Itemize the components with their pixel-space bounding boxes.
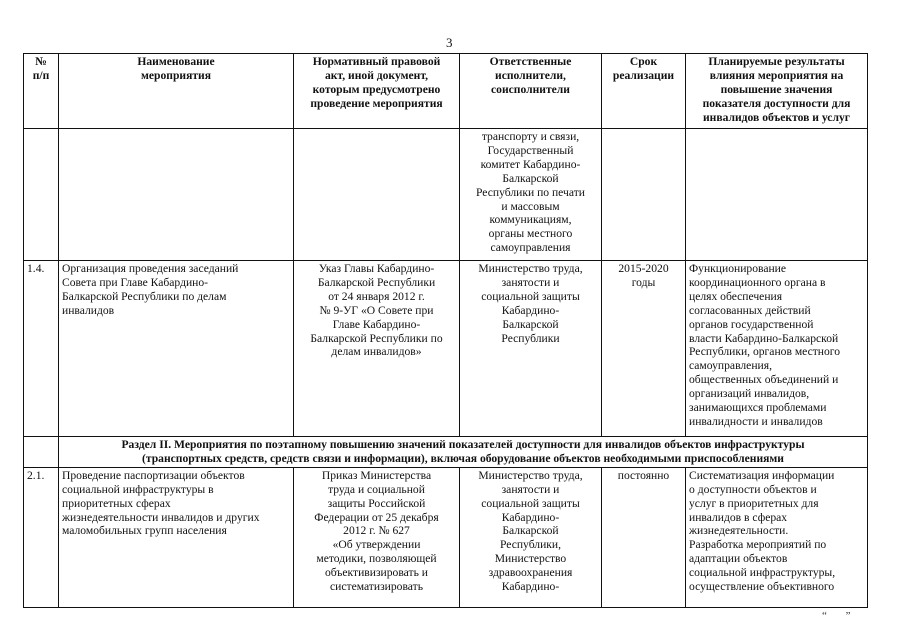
legal-act-line: 2012 г. № 627 [343, 524, 410, 538]
table-row [24, 129, 868, 261]
executors [460, 261, 602, 437]
measure-name [59, 261, 294, 437]
planned-result-line: организаций инвалидов, [689, 387, 810, 401]
planned-result-line: инвалидности и инвалидов [689, 414, 823, 428]
executors-line: Министерство [494, 552, 567, 566]
header-cell-col6-line: инвалидов объектов и услуг [702, 110, 851, 124]
legal-act-line: Главе Кабардино- [332, 317, 421, 331]
planned-result-line: самоуправления, [689, 359, 772, 373]
planned-result-line: адаптации объектов [689, 552, 788, 566]
executors-line: транспорту и связи, [481, 130, 580, 143]
planned-result-line: общественных объединений и [689, 373, 839, 387]
measure-name-line: инвалидов [62, 303, 115, 317]
header-cell-col6-line: повышение значения [720, 82, 833, 96]
legal-act-line: «Об утверждении [332, 538, 421, 552]
header-cell-col4-line: соисполнители [491, 82, 570, 96]
header-cell-col4-line: исполнители, [495, 68, 566, 82]
header-cell-col3 [294, 54, 460, 129]
executors-line: Кабардино- [501, 303, 560, 317]
measure-name-line: жизнедеятельности инвалидов и других [62, 510, 260, 524]
header-cell-col4-line: Ответственные [489, 55, 572, 68]
executors-line: Государственный [487, 143, 574, 157]
planned-result-line: Функционирование [689, 262, 787, 275]
header-cell-col6-line: влияния мероприятия на [709, 68, 844, 82]
legal-act-line: систематизировать [330, 580, 423, 594]
header-cell-col2 [59, 54, 294, 129]
planned-result-line: занимающихся проблемами [689, 401, 827, 415]
executors-line: Кабардино- [501, 510, 560, 524]
legal-act-line: Федерации от 25 декабря [314, 510, 439, 524]
planned-result [686, 467, 868, 607]
executors-line: Республики, [499, 538, 562, 552]
planned-result-line: Республики, органов местного [689, 345, 841, 359]
measure-name-line: приоритетных сферах [62, 496, 171, 510]
table-row [24, 467, 868, 607]
planned-result-line: координационного органа в [689, 275, 826, 289]
section-row [24, 437, 868, 468]
legal-act-line: от 24 января 2012 г. [328, 289, 425, 303]
legal-act [294, 129, 460, 261]
executors-line: Балкарской [502, 317, 559, 331]
planned-result-line: власти Кабардино-Балкарской [689, 331, 839, 345]
executors-line: занятости и [501, 482, 560, 496]
legal-act [294, 467, 460, 607]
page-number: 3 [446, 35, 453, 50]
executors [460, 129, 602, 261]
planned-result-line: осуществление объективного [689, 580, 835, 594]
legal-act-line: методики, позволяющей [316, 552, 437, 566]
executors-line: коммуникациям, [489, 213, 572, 227]
executors-line: Кабардино- [501, 580, 560, 594]
header-cell-col4 [460, 54, 602, 129]
term-line: 2015-2020 [618, 262, 669, 275]
legal-act-line: Балкарской Республики по [310, 331, 443, 345]
row-number: 1.4. [24, 261, 59, 437]
legal-act-line: защиты Российской [327, 496, 426, 510]
header-cell-col6-line: Планируемые результаты [708, 55, 845, 68]
legal-act-line: делам инвалидов» [331, 345, 422, 359]
section-title [59, 437, 868, 468]
measure-name [59, 129, 294, 261]
header-cell-col1-line: № [35, 55, 47, 68]
header-cell-col3-line: Нормативный правовой [312, 55, 441, 68]
measure-name-line: социальной инфраструктуры в [62, 482, 214, 496]
table-row [24, 261, 868, 437]
planned-result-line: согласованных действий [689, 303, 811, 317]
planned-result-line: целях обеспечения [689, 289, 783, 303]
term [602, 261, 686, 437]
executors-line: Республики [501, 331, 560, 345]
header-cell-col3-line: которым предусмотрено [312, 82, 441, 96]
term [602, 129, 686, 261]
header-cell-col2-line: Наименование [137, 55, 215, 68]
executors [460, 467, 602, 607]
executors-line: Балкарской [502, 524, 559, 538]
measure-name-line: Балкарской Республики по делам [62, 289, 227, 303]
legal-act-line: объективизировать и [325, 566, 428, 580]
section-title-line: Раздел II. Мероприятия по поэтапному повышению значений показателей доступности для инвалидов объектов инфраструктуры [121, 438, 805, 451]
executors-line: здравоохранения [488, 566, 573, 580]
header-cell-col6 [686, 54, 868, 129]
executors-line: Министерство труда, [478, 468, 583, 482]
measure-name-line: Совета при Главе Кабардино- [62, 275, 209, 289]
executors-line: и массовым [501, 199, 560, 213]
measure-name-line: Организация проведения заседаний [62, 262, 239, 275]
planned-result-line: о доступности объектов и [689, 482, 817, 496]
header-cell-col2-line: мероприятия [140, 68, 211, 82]
footer-marks: “ ” [822, 610, 859, 622]
header-cell-col5-line: Срок [629, 55, 658, 68]
section-title-line: (транспортных средств, средств связи и информации), включая оборудование объектов необходимыми приспособлениями [142, 451, 784, 465]
measure-name-line: Проведение паспортизации объектов [62, 468, 245, 482]
executors-line: Министерство труда, [478, 262, 583, 275]
executors-line: занятости и [501, 275, 560, 289]
executors-line: самоуправления [490, 241, 571, 255]
header-cell-col6-line: показателя доступности для [702, 96, 851, 110]
row-number [24, 129, 59, 261]
planned-result [686, 261, 868, 437]
executors-line: Республики по печати [476, 185, 585, 199]
planned-result-line: органов государственной [689, 317, 814, 331]
header-cell-col3-line: проведение мероприятия [310, 96, 443, 110]
executors-line: Балкарской [502, 171, 559, 185]
term-line: годы [631, 275, 656, 289]
legal-act-line: Приказ Министерства [321, 468, 432, 482]
header-cell-col1 [24, 54, 59, 129]
legal-act [294, 261, 460, 437]
term [602, 467, 686, 607]
planned-result-line: Систематизация информации [689, 468, 835, 482]
legal-act-line: Указ Главы Кабардино- [318, 262, 435, 275]
executors-line: комитет Кабардино- [480, 157, 581, 171]
table-header-row [24, 54, 868, 129]
executors-line: органы местного [488, 227, 573, 241]
legal-act-line: труда и социальной [328, 482, 425, 496]
planned-result-line: Разработка мероприятий по [689, 538, 827, 552]
measure-name-line: маломобильных групп населения [62, 524, 227, 538]
measure-name [59, 467, 294, 607]
planned-result-line: социальной инфраструктуры, [689, 566, 836, 580]
term-line: постоянно [617, 468, 670, 482]
legal-act-line: № 9-УГ «О Совете при [319, 303, 434, 317]
planned-result-line: услуг в приоритетных для [689, 496, 819, 510]
executors-line: социальной защиты [481, 496, 580, 510]
header-cell-col1-line: п/п [32, 68, 50, 82]
header-cell-col5-line: реализации [612, 68, 675, 82]
row-number: 2.1. [24, 467, 59, 607]
header-cell-col5 [602, 54, 686, 129]
header-cell-col3-line: акт, иной документ, [324, 68, 429, 82]
executors-line: социальной защиты [481, 289, 580, 303]
planned-result-line: инвалидов в сферах [689, 510, 788, 524]
section-num-empty [24, 437, 59, 468]
planned-result-line: жизнедеятельности. [689, 524, 789, 538]
planned-result [686, 129, 868, 261]
measures-table [23, 53, 868, 608]
legal-act-line: Балкарской Республики [317, 275, 436, 289]
